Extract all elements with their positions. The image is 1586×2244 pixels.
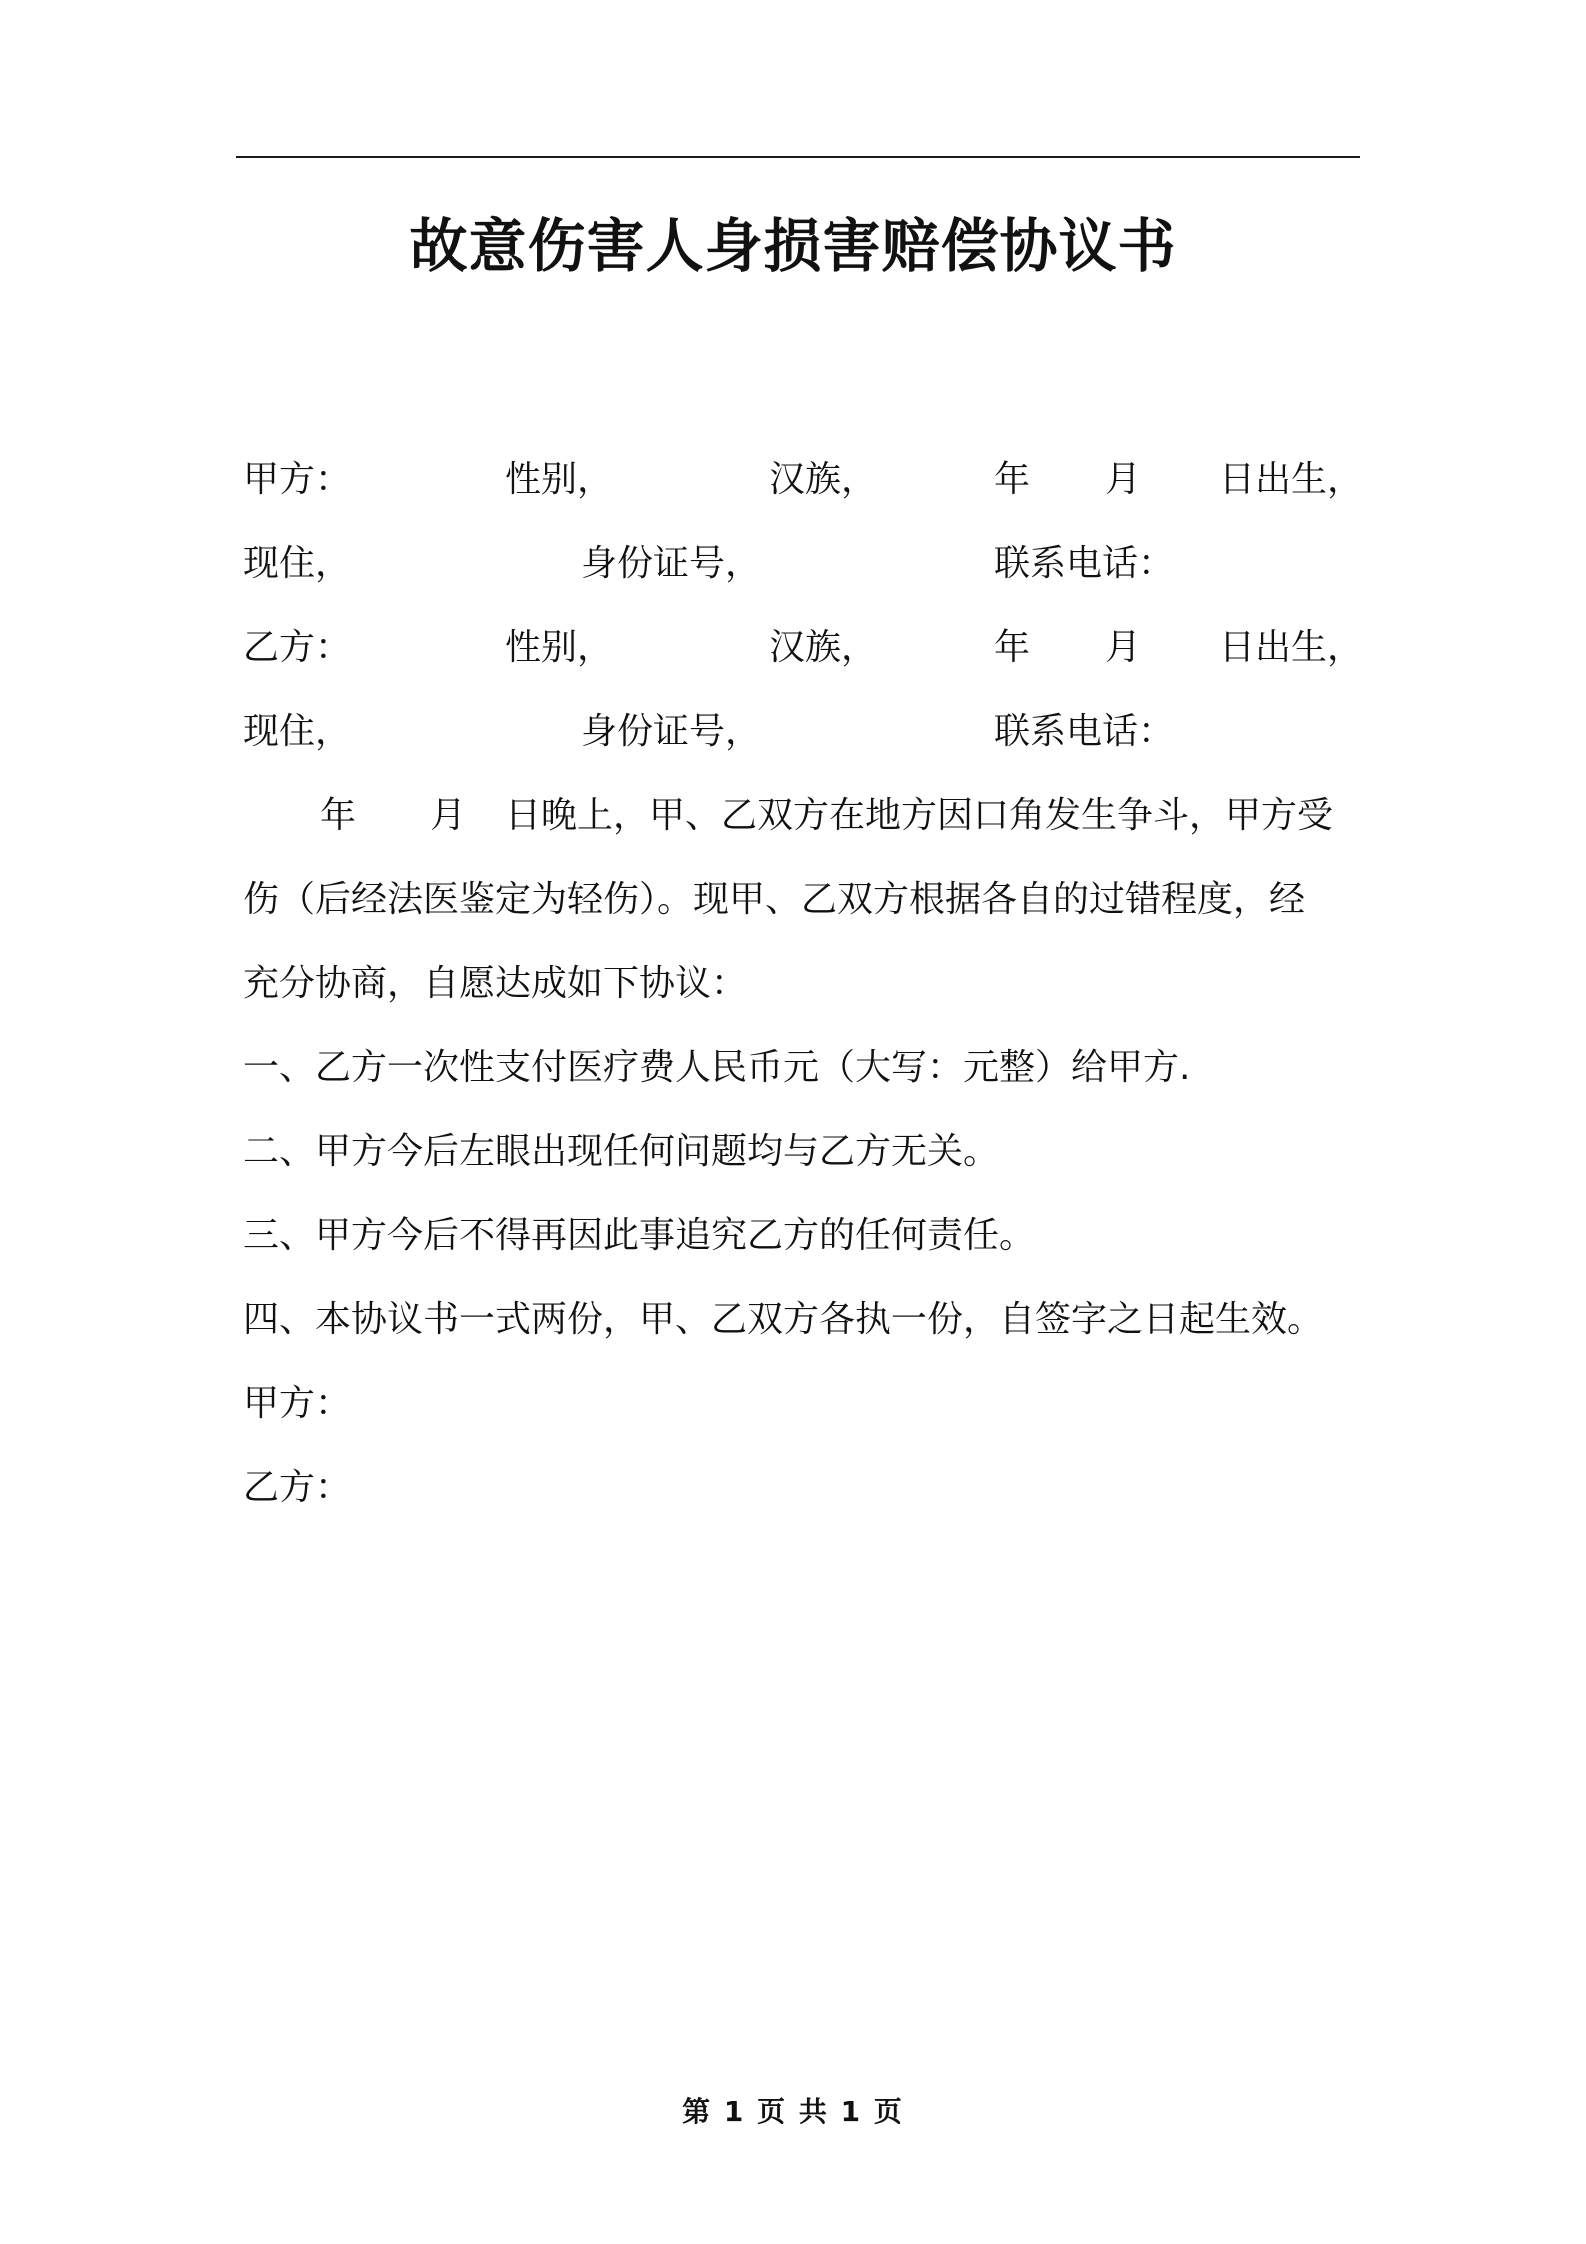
party-b-ethnicity: 汉族，: [769, 627, 878, 668]
party-a-label: 甲方：: [243, 459, 352, 500]
party-b-id-number: 身份证号，: [581, 711, 762, 752]
party-a-birth-day: 日出生，: [1219, 459, 1364, 500]
party-b-phone: 联系电话：: [994, 711, 1175, 752]
party-a-address-row: [0, 540, 1586, 588]
clause-1-text: 一、乙方一次性支付医疗费人民币元（大写：元整）给甲方.: [243, 1047, 1191, 1088]
clause-1: [0, 1044, 1586, 1092]
party-a-id-number: 身份证号，: [581, 543, 762, 584]
party-a-ethnicity: 汉族，: [769, 459, 878, 500]
clause-4: [0, 1296, 1586, 1344]
signature-party-a: [0, 1380, 1586, 1428]
party-b-month: 月: [1105, 627, 1142, 668]
clause-3-text: 三、甲方今后不得再因此事追究乙方的任何责任。: [243, 1215, 1036, 1256]
clause-3: [0, 1212, 1586, 1260]
incident-line-3: [0, 960, 1586, 1008]
incident-month: 月: [430, 795, 467, 836]
party-b-gender: 性别，: [505, 627, 614, 668]
signature-party-b: [0, 1464, 1586, 1512]
incident-line-2: [0, 876, 1586, 924]
incident-year: 年: [320, 795, 357, 836]
incident-text-end: 充分协商，自愿达成如下协议：: [243, 963, 748, 1004]
document-title: 故意伤害人身损害赔偿协议书: [409, 212, 1177, 280]
clause-4-text: 四、本协议书一式两份，甲、乙双方各执一份，自签字之日起生效。: [243, 1299, 1324, 1340]
party-a-month: 月: [1105, 459, 1142, 500]
signature-party-b-label: 乙方：: [243, 1467, 352, 1508]
incident-line-1: [0, 792, 1586, 840]
page-footer: 第 1 页 共 1 页: [682, 2095, 904, 2128]
party-a-year: 年: [994, 459, 1031, 500]
party-b-info-row: [0, 624, 1586, 672]
party-b-label: 乙方：: [243, 627, 352, 668]
clause-2: [0, 1128, 1586, 1176]
clause-2-text: 二、甲方今后左眼出现任何问题均与乙方无关。: [243, 1131, 1000, 1172]
signature-party-a-label: 甲方：: [243, 1383, 352, 1424]
party-a-phone: 联系电话：: [994, 543, 1175, 584]
incident-text-continued: 伤（后经法医鉴定为轻伤）。现甲、乙双方根据各自的过错程度，经: [243, 879, 1306, 920]
party-a-info-row: [0, 456, 1586, 504]
party-a-residence: 现住，: [243, 543, 352, 584]
party-b-residence: 现住，: [243, 711, 352, 752]
header-rule: [236, 156, 1360, 158]
party-b-address-row: [0, 708, 1586, 756]
party-b-year: 年: [994, 627, 1031, 668]
party-b-birth-day: 日出生，: [1219, 627, 1364, 668]
party-a-gender: 性别，: [505, 459, 614, 500]
incident-text: 日晚上，甲、乙双方在地方因口角发生争斗，甲方受: [505, 795, 1334, 836]
